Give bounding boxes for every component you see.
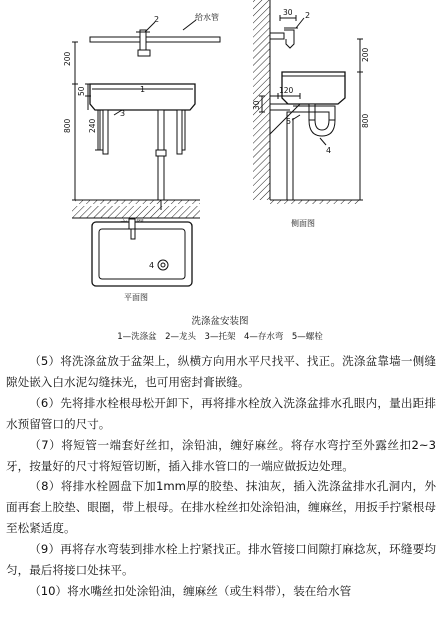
figure-legend: 1—洗涤盆 2—龙头 3—托架 4—存水弯 5—螺栓 [117,332,323,342]
dim-800-side: 800 [361,113,370,128]
drain-pipe [156,110,166,210]
paragraph-10: （10）将水嘴丝扣处涂铅油，缠麻丝（或生料带），装在给水管 [29,583,352,598]
sink-plan [92,222,192,286]
dim-800-front: 800 [63,118,72,133]
body-text [6,351,436,602]
paragraph-9: （9）再将存水弯装到排水栓上拧紧找正。排水管接口间隙打麻捻灰，环缝要均匀，最后将接口处抹平。 [6,542,436,578]
paragraph-5: （5）将洗涤盆放于盆架上，纵横方向用水平尺找平、找正。洗涤盆靠墙一侧缝隙处嵌入白水泥勾缝抹光，也可用密封膏嵌缝。 [6,354,436,389]
bracket-right [177,110,185,154]
figure-caption: 洗涤盆安装图 [191,316,249,327]
label-4-trap-side: 4 [326,146,332,155]
paragraph-8: （8）将排水栓圆盘下加1mm厚的胶垫、抹油灰，插入洗涤盆排水孔洞内，外面再套上胶垫、眼圈，带上根母。在排水栓丝扣处涂铅油，缠麻丝，用扳手拧紧根母至松紧适度。 [6,479,436,536]
dim-30-top: 30 [283,8,293,17]
paragraph-7: （7）将短管一端套好丝扣，涂铅油，缠好麻丝。将存水弯拧至外露丝扣2~3牙，按量好的尺寸将短管切断，插入排水管口的一端应做扳边处理。 [6,437,436,473]
dim-240: 240 [88,118,97,133]
view-label-plan: 平面图 [124,293,148,302]
bracket-side [270,104,300,134]
label-2-faucet-side: 2 [305,11,311,20]
bracket-left [100,110,108,154]
side-elevation [253,0,363,204]
view-label-side: 侧面图 [291,219,315,228]
label-3-bracket: 3 [120,109,126,118]
plan-view [72,206,200,286]
dim-200-side: 200 [361,47,370,62]
label-2-faucet: 2 [154,15,160,24]
paragraph-6: （6）先将排水栓根母松开卸下，再将排水栓放入洗涤盆排水孔眼内，量出距排水预留管口的尺寸。 [6,395,436,431]
front-elevation [72,20,220,210]
label-4-trap-plan: 4 [149,261,155,270]
faucet-icon [136,30,150,56]
label-supply-pipe: 给水管 [195,13,219,22]
label-5-bolt: 5 [286,117,292,126]
label-1-sink: 1 [140,85,146,94]
supply-pipe [90,37,220,42]
dim-200-front: 200 [63,51,72,66]
faucet-side-icon [270,28,298,48]
dim-120: 120 [279,86,294,95]
dim-30-side: 30 [252,100,261,110]
dim-50: 50 [77,86,86,96]
